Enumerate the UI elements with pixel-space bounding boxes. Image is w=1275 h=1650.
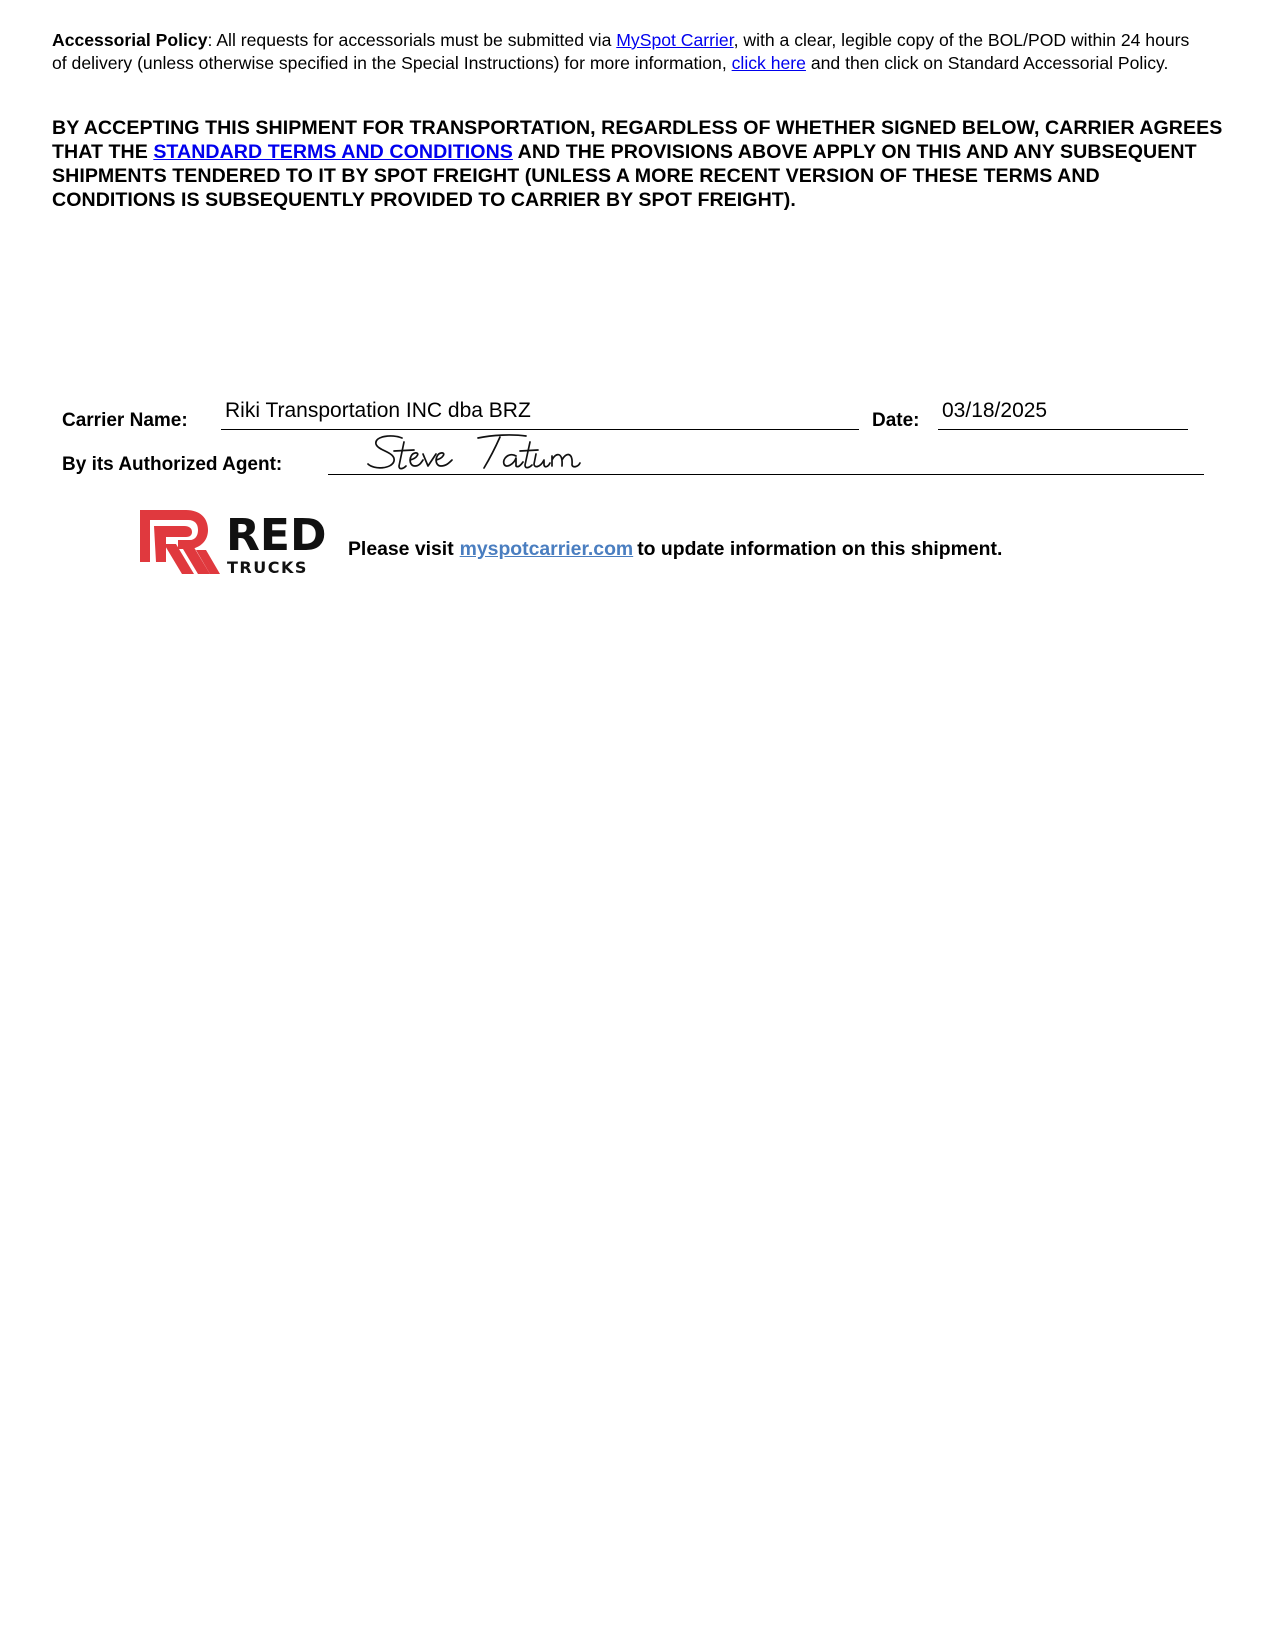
date-label: Date:	[872, 410, 920, 431]
myspot-carrier-link[interactable]: MySpot Carrier	[616, 30, 734, 50]
terms-text-2: AND THE PROVISIONS ABOVE APPLY ON THIS AND ANY SUBSEQUENT SHIPMENTS TENDERED TO IT BY SPOT FREIGHT (UNLESS A MORE RECENT VERSION OF THESE TERMS AND CONDITIONS IS SUBSEQUENTLY PROVIDED TO CARRIER BY SPOT FREIGHT).	[52, 141, 1197, 211]
click-here-link[interactable]: click here	[731, 53, 806, 73]
red-trucks-logo	[138, 508, 338, 578]
policy-text-3: and then click on Standard Accessorial Policy.	[805, 53, 1169, 73]
standard-terms-link[interactable]: STANDARD TERMS AND CONDITIONS	[153, 141, 513, 163]
policy-text-2: , with a clear, legible copy of the BOL/POD within 24 hours of delivery (unless otherwise specified in the Special Instructions) for more information,	[52, 30, 1190, 73]
terms-acceptance-paragraph	[52, 116, 1227, 212]
terms-text-1: BY ACCEPTING THIS SHIPMENT FOR TRANSPORTATION, REGARDLESS OF WHETHER SIGNED BELOW, CARRIER AGREES THAT THE	[52, 117, 1223, 163]
accessorial-policy-paragraph	[52, 29, 1202, 75]
logo-word-trucks: TRUCKS	[227, 558, 308, 577]
visit-site-line	[348, 538, 1002, 561]
policy-text-1: : All requests for accessorials must be submitted via	[207, 30, 617, 50]
visit-text-1: Please visit	[348, 538, 454, 560]
logo-word-red: RED	[226, 510, 327, 561]
date-value: 03/18/2025	[942, 399, 1048, 422]
myspotcarrier-link[interactable]: myspotcarrier.com	[459, 538, 634, 560]
authorized-agent-label: By its Authorized Agent:	[62, 454, 283, 475]
visit-text-2: to update information on this shipment.	[637, 538, 1003, 560]
carrier-name-value: Riki Transportation INC dba BRZ	[225, 399, 531, 422]
agent-signature	[366, 432, 616, 480]
date-underline	[938, 429, 1188, 430]
carrier-name-label: Carrier Name:	[62, 410, 188, 431]
carrier-name-underline	[221, 429, 859, 430]
accessorial-policy-heading: Accessorial Policy	[52, 30, 208, 50]
